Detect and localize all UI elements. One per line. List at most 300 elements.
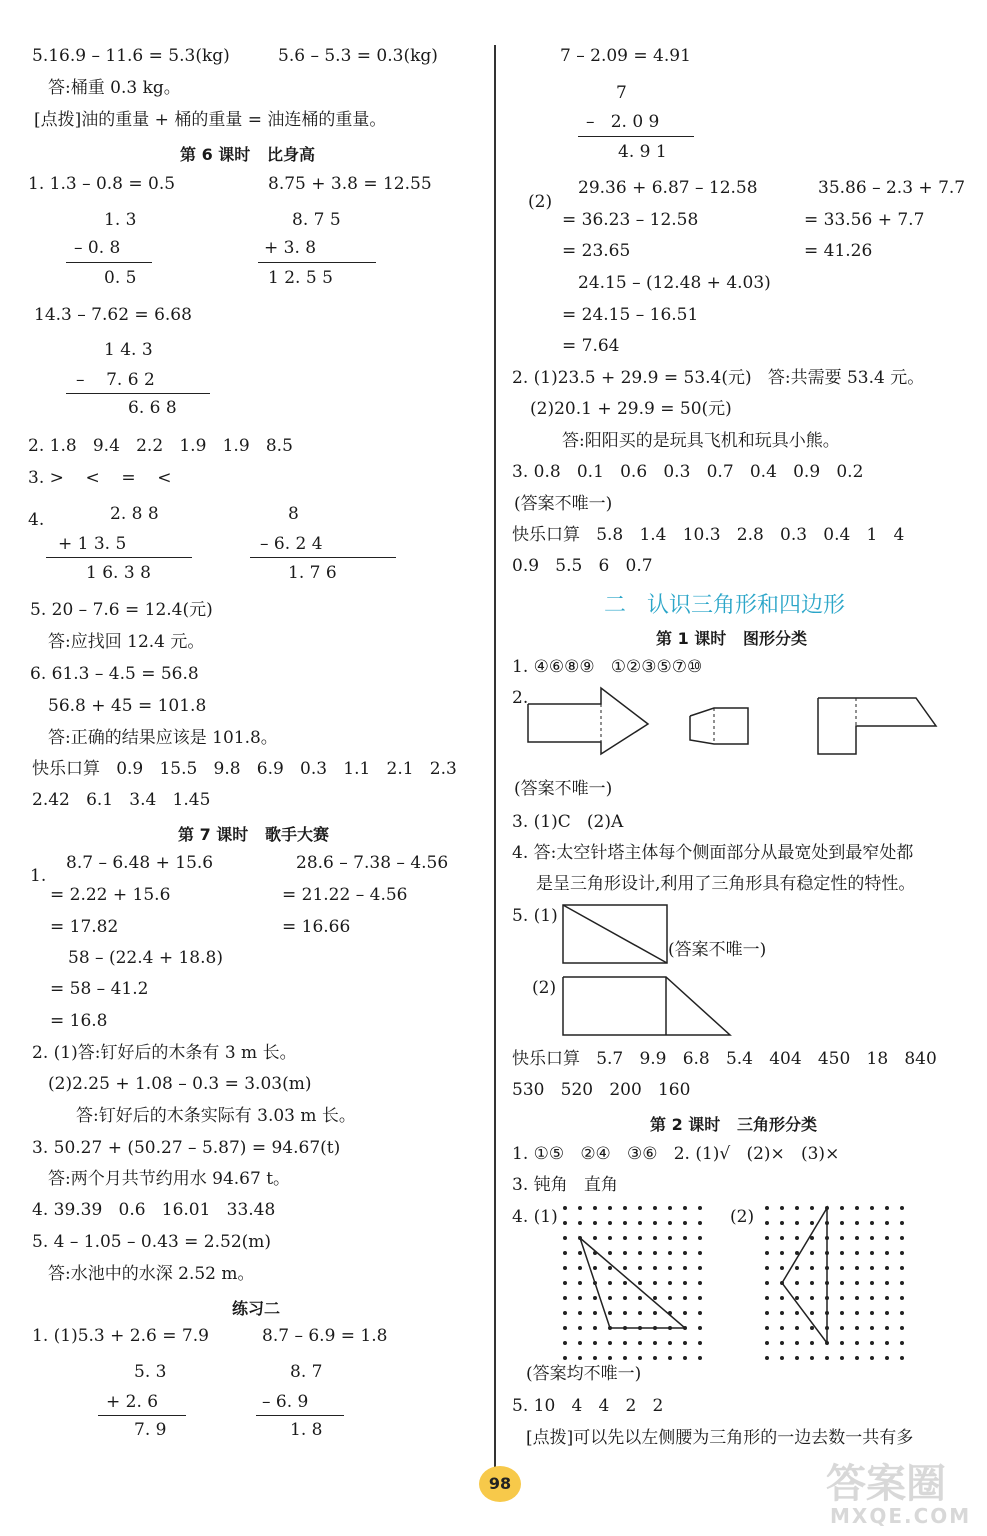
grid-dot bbox=[840, 1311, 844, 1315]
grid-dot bbox=[780, 1266, 784, 1270]
grid-dot bbox=[870, 1221, 874, 1225]
grid-dot bbox=[683, 1356, 687, 1360]
grid-dot bbox=[870, 1281, 874, 1285]
text-line: 5. 10 4 4 2 2 bbox=[512, 1396, 664, 1416]
grid-dot bbox=[900, 1326, 904, 1330]
grid-dot bbox=[668, 1296, 672, 1300]
grid-dot bbox=[765, 1281, 769, 1285]
text-line: 56.8 + 45 = 101.8 bbox=[48, 696, 207, 716]
grid-dot bbox=[638, 1341, 642, 1345]
answer-line: 答:应找回 12.4 元。 bbox=[48, 632, 205, 652]
grid-dot bbox=[855, 1341, 859, 1345]
grid-dot bbox=[563, 1296, 567, 1300]
grid-dot bbox=[795, 1296, 799, 1300]
question-number: (2) bbox=[532, 978, 557, 998]
section-heading: 练习二 bbox=[232, 1299, 281, 1318]
text-line: = 58 – 41.2 bbox=[50, 979, 149, 999]
vcalc-rule bbox=[66, 262, 152, 263]
grid-dot bbox=[780, 1356, 784, 1360]
grid-dot bbox=[870, 1326, 874, 1330]
text-line: = 7.64 bbox=[562, 336, 620, 356]
grid-dot bbox=[765, 1296, 769, 1300]
grid-dot bbox=[623, 1251, 627, 1255]
unit-title: 二 认识三角形和四边形 bbox=[604, 593, 845, 618]
grid-dot bbox=[765, 1341, 769, 1345]
grid-dot bbox=[810, 1206, 814, 1210]
grid-dot bbox=[683, 1311, 687, 1315]
grid-dot bbox=[578, 1206, 582, 1210]
text-line: 3. 50.27 + (50.27 – 5.87) = 94.67(t) bbox=[32, 1138, 341, 1158]
grid-dot bbox=[855, 1311, 859, 1315]
text-line: 5. 20 – 7.6 = 12.4(元) bbox=[30, 600, 213, 620]
page-number: 98 bbox=[479, 1466, 521, 1502]
watermark-url: MXQE.COM bbox=[830, 1504, 972, 1528]
grid-dot bbox=[623, 1296, 627, 1300]
vcalc-row: 7. 9 bbox=[134, 1420, 167, 1440]
grid-dot bbox=[795, 1266, 799, 1270]
vcalc-row: – 0. 8 bbox=[74, 238, 121, 258]
grid-dot bbox=[900, 1236, 904, 1240]
text-line: = 16.8 bbox=[50, 1011, 108, 1031]
grid-dot bbox=[593, 1221, 597, 1225]
grid-dot bbox=[825, 1356, 829, 1360]
question-number: 1. bbox=[30, 866, 47, 886]
grid-dot bbox=[810, 1296, 814, 1300]
grid-dot bbox=[593, 1296, 597, 1300]
grid-dot bbox=[840, 1326, 844, 1330]
grid-dot bbox=[683, 1221, 687, 1225]
lesson-heading: 第 6 课时 比身高 bbox=[180, 145, 315, 164]
vcalc-row: – 6. 2 4 bbox=[260, 534, 323, 554]
grid-dot bbox=[623, 1341, 627, 1345]
grid-dot bbox=[698, 1236, 702, 1240]
grid-dot bbox=[578, 1266, 582, 1270]
grid-dot bbox=[638, 1356, 642, 1360]
text-line: 58 – (22.4 + 18.8) bbox=[68, 948, 223, 968]
text-line: (2)2.25 + 1.08 – 0.3 = 3.03(m) bbox=[48, 1074, 312, 1094]
grid-dot bbox=[593, 1326, 597, 1330]
grid-dot bbox=[653, 1311, 657, 1315]
grid-dot bbox=[870, 1206, 874, 1210]
question-number: 5. (1) bbox=[512, 906, 558, 926]
grid-dot bbox=[623, 1266, 627, 1270]
shape-cutting-figures bbox=[526, 686, 946, 756]
column-divider bbox=[494, 45, 496, 1485]
text-line: 6. 61.3 – 4.5 = 56.8 bbox=[30, 664, 199, 684]
grid-dot bbox=[765, 1236, 769, 1240]
grid-dot bbox=[855, 1296, 859, 1300]
vcalc-row: 1. 7 6 bbox=[288, 563, 337, 583]
grid-dot bbox=[638, 1266, 642, 1270]
vcalc-row: + 3. 8 bbox=[264, 238, 317, 258]
vcalc-rule bbox=[46, 557, 192, 558]
grid-dot bbox=[668, 1281, 672, 1285]
grid-dot bbox=[608, 1356, 612, 1360]
grid-dot bbox=[870, 1296, 874, 1300]
grid-dot bbox=[840, 1356, 844, 1360]
grid-dot bbox=[608, 1311, 612, 1315]
vcalc-row: – 6. 9 bbox=[262, 1392, 309, 1412]
vcalc-rule bbox=[98, 1415, 186, 1416]
vcalc-row: 5. 3 bbox=[134, 1362, 167, 1382]
dot-grid-triangle-1 bbox=[562, 1204, 712, 1364]
grid-dot bbox=[885, 1236, 889, 1240]
grid-dot bbox=[780, 1206, 784, 1210]
vcalc-rule bbox=[578, 136, 694, 137]
grid-dot bbox=[900, 1281, 904, 1285]
grid-dot bbox=[855, 1221, 859, 1225]
grid-dot bbox=[698, 1356, 702, 1360]
grid-dot bbox=[683, 1266, 687, 1270]
grid-dot bbox=[795, 1281, 799, 1285]
grid-dot bbox=[765, 1266, 769, 1270]
text-line: 1. 1.3 – 0.8 = 0.5 bbox=[28, 174, 176, 194]
grid-dot bbox=[668, 1236, 672, 1240]
grid-dot bbox=[810, 1251, 814, 1255]
grid-dot bbox=[578, 1356, 582, 1360]
grid-dot bbox=[810, 1266, 814, 1270]
vcalc-row: 8 bbox=[288, 504, 299, 524]
answer-line: 答:两个月共节约用水 94.67 t。 bbox=[48, 1169, 291, 1189]
grid-dot bbox=[885, 1266, 889, 1270]
grid-dot bbox=[870, 1356, 874, 1360]
grid-dot bbox=[653, 1206, 657, 1210]
grid-dot bbox=[765, 1251, 769, 1255]
grid-dot bbox=[900, 1266, 904, 1270]
grid-dot bbox=[593, 1266, 597, 1270]
grid-dot bbox=[765, 1356, 769, 1360]
text-line: 3. 0.8 0.1 0.6 0.3 0.7 0.4 0.9 0.2 bbox=[512, 462, 864, 482]
text-line: 1. ①⑤ ②④ ③⑥ 2. (1)√ (2)× (3)× bbox=[512, 1144, 840, 1164]
grid-dot bbox=[653, 1236, 657, 1240]
grid-dot bbox=[900, 1221, 904, 1225]
text-line: 35.86 – 2.3 + 7.7 bbox=[818, 178, 966, 198]
grid-dot bbox=[653, 1266, 657, 1270]
grid-dot bbox=[870, 1341, 874, 1345]
grid-dot bbox=[698, 1311, 702, 1315]
grid-dot bbox=[780, 1296, 784, 1300]
text-line: = 23.65 bbox=[562, 241, 631, 261]
note-line: (答案均不唯一) bbox=[526, 1364, 642, 1384]
text-line: 3. > < = < bbox=[28, 468, 172, 488]
grid-dot bbox=[653, 1221, 657, 1225]
grid-dot bbox=[683, 1236, 687, 1240]
grid-dot bbox=[885, 1326, 889, 1330]
grid-dot bbox=[885, 1341, 889, 1345]
grid-dot bbox=[638, 1296, 642, 1300]
lesson-heading: 第 2 课时 三角形分类 bbox=[650, 1115, 817, 1134]
grid-dot bbox=[683, 1296, 687, 1300]
grid-dot bbox=[683, 1341, 687, 1345]
grid-dot bbox=[885, 1251, 889, 1255]
grid-dot bbox=[668, 1356, 672, 1360]
grid-dot bbox=[810, 1356, 814, 1360]
vcalc-row: 2. 8 8 bbox=[110, 504, 159, 524]
vcalc-row: 1 4. 3 bbox=[104, 340, 153, 360]
grid-dot bbox=[795, 1311, 799, 1315]
grid-dot bbox=[795, 1221, 799, 1225]
grid-dot bbox=[653, 1341, 657, 1345]
question-number: 4. bbox=[28, 510, 45, 530]
text-line: = 24.15 – 16.51 bbox=[562, 305, 699, 325]
grid-dot bbox=[780, 1221, 784, 1225]
grid-dot bbox=[840, 1236, 844, 1240]
grid-dot bbox=[698, 1266, 702, 1270]
grid-dot bbox=[608, 1206, 612, 1210]
mental-math-line: 快乐口算 5.7 9.9 6.8 5.4 404 450 18 840 bbox=[512, 1049, 937, 1069]
grid-dot bbox=[855, 1236, 859, 1240]
vcalc-row: – 7. 6 2 bbox=[76, 370, 155, 390]
text-line: 3. 钝角 直角 bbox=[512, 1175, 618, 1195]
grid-dot bbox=[578, 1296, 582, 1300]
grid-dot bbox=[578, 1221, 582, 1225]
text-line: 2. 1.8 9.4 2.2 1.9 1.9 8.5 bbox=[28, 436, 293, 456]
grid-dot bbox=[563, 1221, 567, 1225]
lesson-heading: 第 7 课时 歌手大赛 bbox=[178, 825, 329, 844]
text-line: 1. (1)5.3 + 2.6 = 7.9 bbox=[32, 1326, 209, 1346]
vcalc-row: 1 6. 3 8 bbox=[86, 563, 151, 583]
grid-dot bbox=[593, 1311, 597, 1315]
grid-dot bbox=[780, 1236, 784, 1240]
grid-dot bbox=[795, 1326, 799, 1330]
answer-line: 答:桶重 0.3 kg。 bbox=[48, 78, 181, 98]
grid-dot bbox=[638, 1281, 642, 1285]
text-line: 2. (1)答:钉好后的木条有 3 m 长。 bbox=[32, 1043, 297, 1063]
question-number: 2. bbox=[512, 688, 529, 708]
grid-dot bbox=[668, 1206, 672, 1210]
text-line: 29.36 + 6.87 – 12.58 bbox=[578, 178, 758, 198]
grid-dot bbox=[593, 1356, 597, 1360]
grid-dot bbox=[578, 1326, 582, 1330]
vcalc-row: 8. 7 5 bbox=[292, 210, 341, 230]
grid-dot bbox=[563, 1356, 567, 1360]
grid-dot bbox=[563, 1341, 567, 1345]
text-line: 是呈三角形设计,利用了三角形具有稳定性的特性。 bbox=[536, 874, 916, 894]
l-shape bbox=[818, 698, 936, 754]
text-line: 1. ④⑥⑧⑨ ①②③⑤⑦⑩ bbox=[512, 657, 703, 677]
text-line: 8.7 – 6.48 + 15.6 bbox=[66, 853, 214, 873]
grid-dot bbox=[810, 1221, 814, 1225]
grid-dot bbox=[900, 1356, 904, 1360]
grid-dot bbox=[608, 1296, 612, 1300]
text-line: 28.6 – 7.38 – 4.56 bbox=[296, 853, 449, 873]
grid-dot bbox=[855, 1356, 859, 1360]
grid-dot bbox=[698, 1251, 702, 1255]
grid-dot bbox=[765, 1311, 769, 1315]
mental-math-line: 2.42 6.1 3.4 1.45 bbox=[32, 790, 211, 810]
note-line: (答案不唯一) bbox=[668, 940, 767, 960]
grid-dot bbox=[698, 1341, 702, 1345]
grid-dot bbox=[683, 1281, 687, 1285]
text-line: 2. (1)23.5 + 29.9 = 53.4(元) 答:共需要 53.4 元。 bbox=[512, 368, 925, 388]
grid-dot bbox=[563, 1236, 567, 1240]
grid-dot bbox=[810, 1326, 814, 1330]
grid-dot bbox=[765, 1221, 769, 1225]
watermark-logo: 答案圈 bbox=[826, 1461, 946, 1507]
grid-dot bbox=[563, 1206, 567, 1210]
text-line: 7 – 2.09 = 4.91 bbox=[560, 46, 691, 66]
grid-dot bbox=[698, 1206, 702, 1210]
text-line: = 36.23 – 12.58 bbox=[562, 210, 699, 230]
grid-dot bbox=[623, 1356, 627, 1360]
grid-dot bbox=[623, 1236, 627, 1240]
grid-dot bbox=[638, 1311, 642, 1315]
arrow-shape bbox=[528, 688, 648, 754]
grid-dot bbox=[563, 1326, 567, 1330]
vcalc-row: 1. 8 bbox=[290, 1420, 323, 1440]
grid-dot bbox=[623, 1221, 627, 1225]
grid-dot bbox=[900, 1341, 904, 1345]
rectangle-diagonal-figure bbox=[562, 904, 672, 966]
grid-dot bbox=[623, 1311, 627, 1315]
hint-line: [点拨]可以先以左侧腰为三角形的一边去数一共有多 bbox=[526, 1428, 914, 1448]
grid-dot bbox=[698, 1296, 702, 1300]
grid-dot bbox=[840, 1251, 844, 1255]
grid-dot bbox=[563, 1266, 567, 1270]
vcalc-row: 0. 5 bbox=[104, 268, 137, 288]
vcalc-row: 1 2. 5 5 bbox=[268, 268, 333, 288]
grid-dot bbox=[638, 1221, 642, 1225]
grid-dot bbox=[885, 1311, 889, 1315]
grid-dot bbox=[578, 1311, 582, 1315]
note-line: (答案不唯一) bbox=[514, 779, 613, 799]
grid-dot bbox=[870, 1311, 874, 1315]
text-line: 14.3 – 7.62 = 6.68 bbox=[34, 305, 192, 325]
text-line: 5.16.9 – 11.6 = 5.3(kg) bbox=[32, 46, 230, 66]
grid-dot bbox=[638, 1206, 642, 1210]
vcalc-row: 8. 7 bbox=[290, 1362, 323, 1382]
grid-dot bbox=[765, 1206, 769, 1210]
grid-dot bbox=[638, 1236, 642, 1240]
grid-dot bbox=[795, 1236, 799, 1240]
grid-dot bbox=[900, 1206, 904, 1210]
text-line: = 17.82 bbox=[50, 917, 119, 937]
grid-dot bbox=[608, 1251, 612, 1255]
grid-dot bbox=[698, 1326, 702, 1330]
note-line: (答案不唯一) bbox=[514, 494, 613, 514]
grid-dot bbox=[683, 1251, 687, 1255]
text-line: = 2.22 + 15.6 bbox=[50, 885, 171, 905]
grid-dot bbox=[593, 1341, 597, 1345]
mental-math-line: 快乐口算 5.8 1.4 10.3 2.8 0.3 0.4 1 4 bbox=[512, 525, 905, 545]
grid-dot bbox=[885, 1221, 889, 1225]
vcalc-row: 6. 6 8 bbox=[128, 398, 177, 418]
vcalc-rule bbox=[258, 262, 376, 263]
grid-dot bbox=[563, 1281, 567, 1285]
grid-dot bbox=[698, 1221, 702, 1225]
grid-dot bbox=[563, 1251, 567, 1255]
grid-dot bbox=[653, 1251, 657, 1255]
grid-dot bbox=[870, 1251, 874, 1255]
mental-math-line: 530 520 200 160 bbox=[512, 1080, 691, 1100]
vcalc-row: – 2. 0 9 bbox=[586, 112, 660, 132]
grid-dot bbox=[668, 1221, 672, 1225]
lesson-heading: 第 1 课时 图形分类 bbox=[656, 629, 807, 648]
grid-dot bbox=[810, 1341, 814, 1345]
grid-dot bbox=[840, 1281, 844, 1285]
vcalc-rule bbox=[250, 557, 396, 558]
grid-dot bbox=[608, 1281, 612, 1285]
pentagon-shape bbox=[690, 708, 748, 744]
grid-dot bbox=[855, 1206, 859, 1210]
grid-dot bbox=[885, 1206, 889, 1210]
text-line: = 21.22 – 4.56 bbox=[282, 885, 408, 905]
grid-dot bbox=[900, 1251, 904, 1255]
grid-dot bbox=[653, 1296, 657, 1300]
grid-dot bbox=[623, 1281, 627, 1285]
text-line: = 33.56 + 7.7 bbox=[804, 210, 925, 230]
grid-dot bbox=[578, 1281, 582, 1285]
question-number: (2) bbox=[730, 1207, 755, 1227]
text-line: 24.15 – (12.48 + 4.03) bbox=[578, 273, 771, 293]
grid-dot bbox=[840, 1296, 844, 1300]
grid-dot bbox=[780, 1326, 784, 1330]
vcalc-row: 4. 9 1 bbox=[618, 142, 667, 162]
grid-dot bbox=[578, 1341, 582, 1345]
dot-grid-triangle-2 bbox=[764, 1204, 914, 1364]
grid-dot bbox=[810, 1281, 814, 1285]
text-line: 4. 答:太空针塔主体每个侧面部分从最宽处到最窄处都 bbox=[512, 843, 914, 863]
grid-dot bbox=[683, 1206, 687, 1210]
text-line: = 16.66 bbox=[282, 917, 351, 937]
vcalc-row: + 2. 6 bbox=[106, 1392, 159, 1412]
mental-math-line: 0.9 5.5 6 0.7 bbox=[512, 556, 653, 576]
text-line: (2)20.1 + 29.9 = 50(元) bbox=[530, 399, 732, 419]
grid-dot bbox=[795, 1356, 799, 1360]
grid-dot bbox=[870, 1236, 874, 1240]
grid-dot bbox=[795, 1206, 799, 1210]
question-number: 4. (1) bbox=[512, 1207, 558, 1227]
grid-dot bbox=[698, 1281, 702, 1285]
grid-dot bbox=[840, 1206, 844, 1210]
grid-dot bbox=[780, 1251, 784, 1255]
grid-dot bbox=[578, 1251, 582, 1255]
vcalc-rule bbox=[256, 1415, 344, 1416]
grid-dot bbox=[855, 1251, 859, 1255]
grid-dot bbox=[885, 1356, 889, 1360]
grid-dot bbox=[563, 1311, 567, 1315]
grid-dot bbox=[608, 1221, 612, 1225]
grid-dot bbox=[765, 1326, 769, 1330]
grid-dot bbox=[668, 1266, 672, 1270]
grid-dot bbox=[593, 1236, 597, 1240]
grid-dot bbox=[653, 1281, 657, 1285]
text-line: 8.7 – 6.9 = 1.8 bbox=[262, 1326, 388, 1346]
grid-dot bbox=[795, 1341, 799, 1345]
grid-dot bbox=[668, 1341, 672, 1345]
vcalc-row: 1. 3 bbox=[104, 210, 137, 230]
grid-dot bbox=[885, 1296, 889, 1300]
vcalc-row: + 1 3. 5 bbox=[58, 534, 127, 554]
grid-dot bbox=[855, 1326, 859, 1330]
question-number: (2) bbox=[528, 192, 553, 212]
text-line: 3. (1)C (2)A bbox=[512, 812, 624, 832]
grid-dot bbox=[608, 1341, 612, 1345]
text-line: 4. 39.39 0.6 16.01 33.48 bbox=[32, 1200, 276, 1220]
grid-dot bbox=[638, 1251, 642, 1255]
grid-dot bbox=[900, 1311, 904, 1315]
answer-line: 答:水池中的水深 2.52 m。 bbox=[48, 1264, 255, 1284]
vcalc-row: 7 bbox=[616, 83, 627, 103]
grid-dot bbox=[668, 1251, 672, 1255]
grid-dot bbox=[780, 1341, 784, 1345]
grid-dot bbox=[885, 1281, 889, 1285]
text-line: 5. 4 – 1.05 – 0.43 = 2.52(m) bbox=[32, 1232, 272, 1252]
vcalc-rule bbox=[66, 393, 210, 394]
answer-line: 答:阳阳买的是玩具飞机和玩具小熊。 bbox=[562, 431, 840, 451]
grid-dot bbox=[870, 1266, 874, 1270]
grid-dot bbox=[840, 1221, 844, 1225]
